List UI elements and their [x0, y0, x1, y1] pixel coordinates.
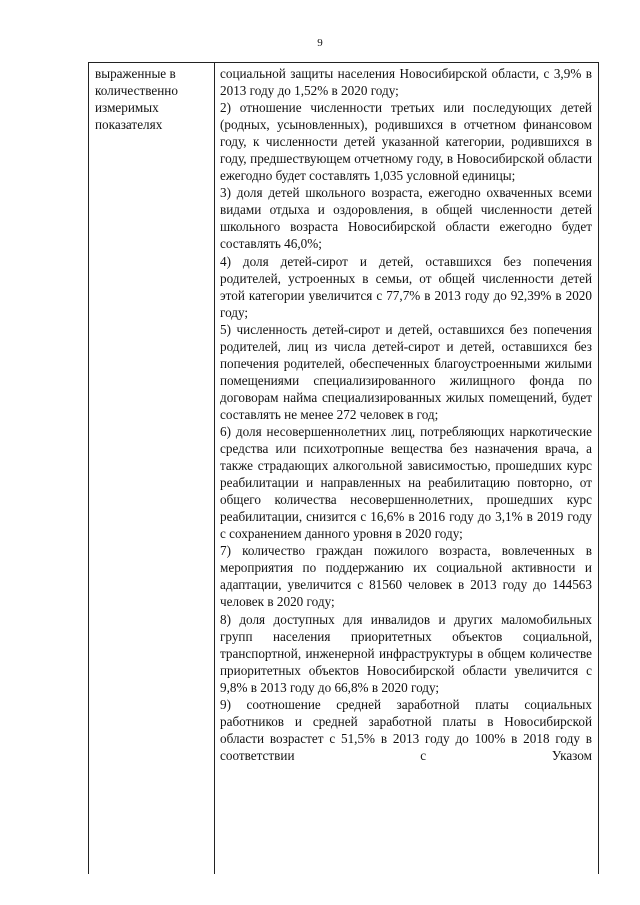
indicator-item: 5) численность детей-сирот и детей, оставшихся без попечения родителей, лиц из числа детей-сирот и детей, оставшихся без попечения родителей, обеспеченных благоустроенными жилыми помещениями специализированного жилищного фонда по договорам найма специализированных жилых помещений, будет составлять не менее 272 человек в год;	[220, 321, 592, 422]
table-left-cell	[89, 63, 215, 874]
indicator-item: 7) количество граждан пожилого возраста, вовлеченных в мероприятия по поддержанию их социальной активности и адаптации, увеличится с 81560 человек в 2013 году до 144563 человек в 2020 году;	[220, 543, 592, 610]
indicators-table	[88, 62, 599, 874]
left-cell-text: выраженные в количественно измеримых показателях	[95, 66, 178, 132]
indicator-item: 2) отношение численности третьих или последующих детей (родных, усыновленных), родившихся в отчетном финансовом году, к численности детей указанной категории, родившихся в году, предшествующем отчетному году, в Новосибирской области ежегодно будет составлять 1,035 условной единицы;	[220, 100, 592, 184]
indicator-item: 8) доля доступных для инвалидов и других маломобильных групп населения приоритетных объектов социальной, транспортной, инженерной инфраструктуры в общем количестве приоритетных объектов Новосибирской области увеличится с 9,8% в 2013 году до 66,8% в 2020 году;	[220, 611, 592, 695]
indicator-item: 6) доля несовершеннолетних лиц, потребляющих наркотические средства или психотропные вещества без назначения врача, а также страдающих алкогольной зависимостью, прошедших курс реабилитации и направленных на реабилитацию повторно, от общего количества несовершеннолетних, прошедших курс реабилитации, снизится с 16,6% в 2016 году до 3,1% в 2019 году с сохранением данного уровня в 2020 году;	[220, 423, 592, 542]
page-number: 9	[317, 37, 323, 49]
indicator-item: 4) доля детей-сирот и детей, оставшихся без попечения родителей, устроенных в семьи, от общей численности детей этой категории увеличится с 77,7% в 2013 году до 92,39% в 2020 году;	[220, 253, 592, 320]
indicator-item: 3) доля детей школьного возраста, ежегодно охваченных всеми видами отдыха и оздоровления, в общей численности детей школьного возраста Новосибирской области ежегодно будет составлять 46,0%;	[220, 185, 592, 252]
indicator-item: социальной защиты населения Новосибирской области, с 3,9% в 2013 году до 1,52% в 2020 году;	[220, 66, 592, 99]
indicator-item: 9) соотношение средней заработной платы социальных работников и средней заработной платы в Новосибирской области возрастет с 51,5% в 2013 году до 100% в 2018 году в соответствии с Указом	[220, 696, 592, 763]
table-right-cell	[215, 63, 598, 874]
